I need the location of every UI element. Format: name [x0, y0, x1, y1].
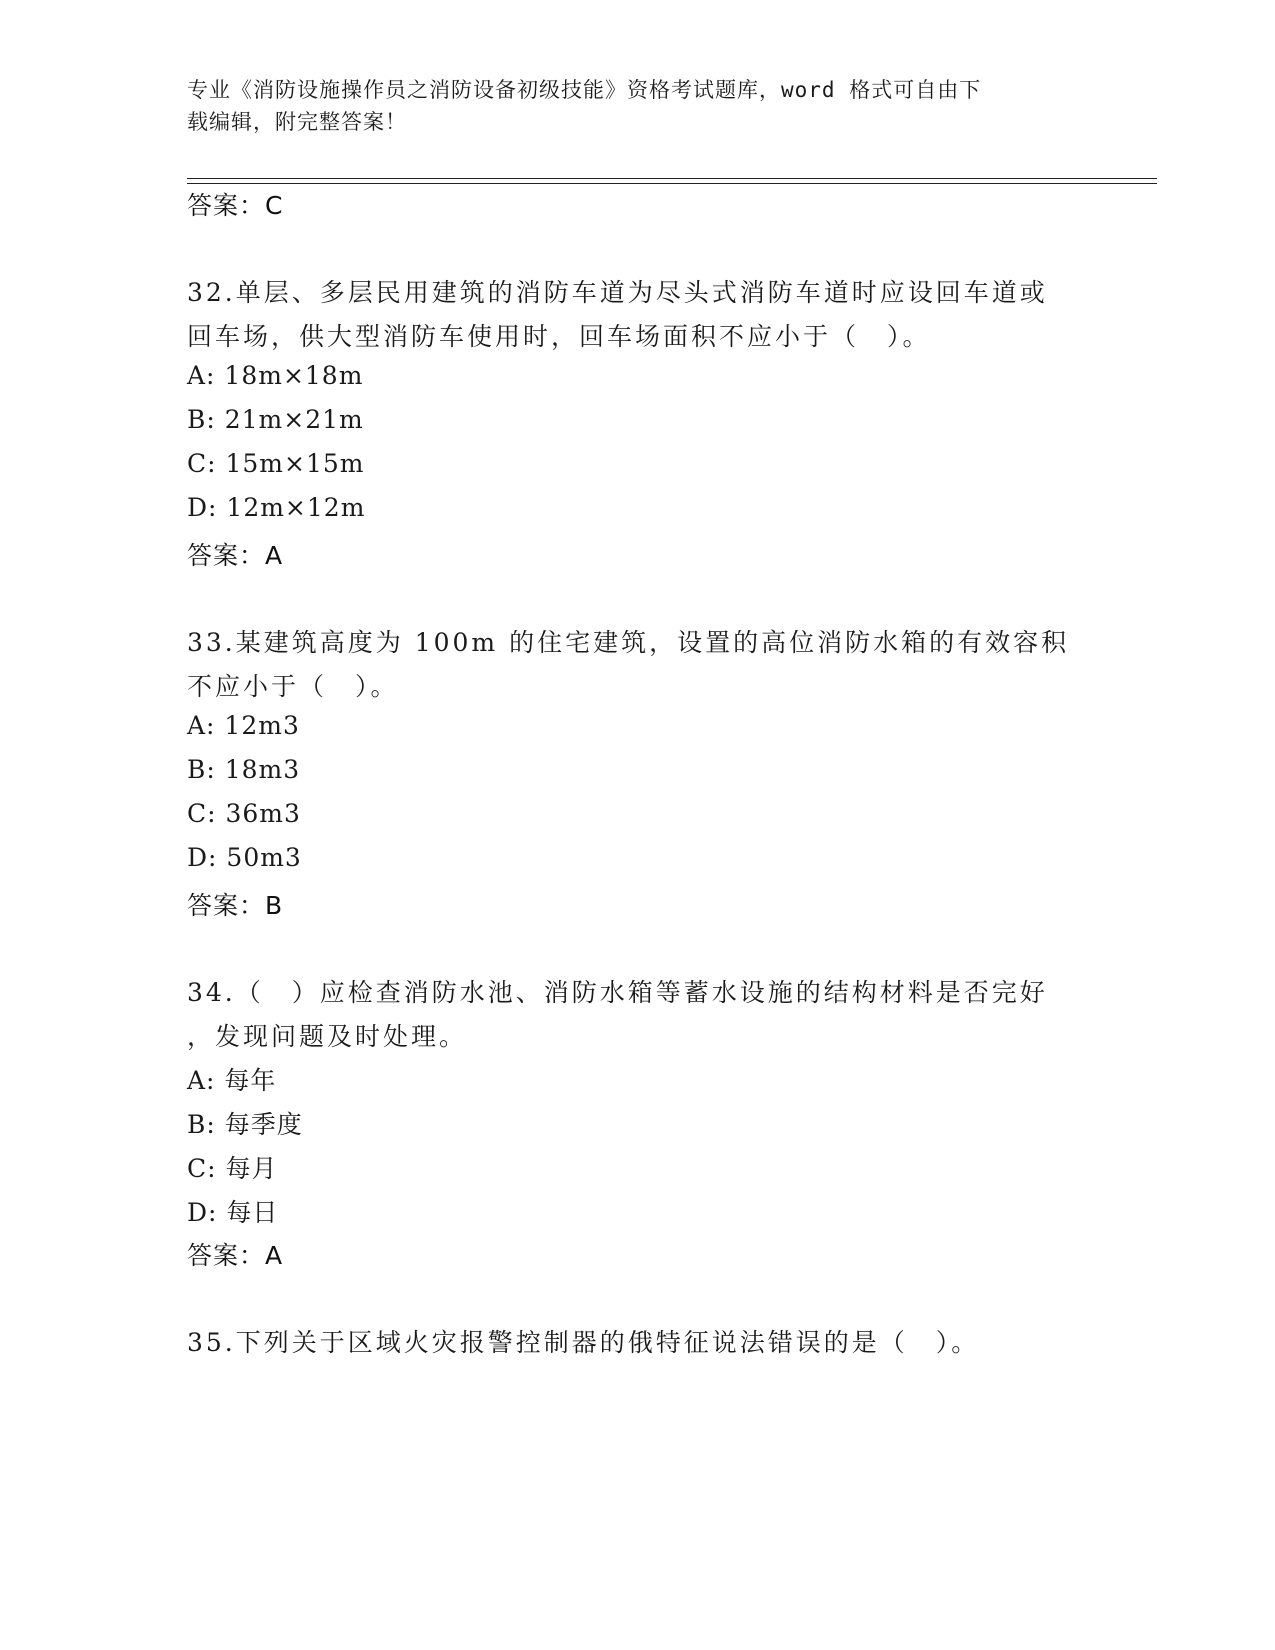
question-33-answer: 答案：B: [187, 891, 284, 920]
question-33-option-c: C: 36m3: [187, 799, 301, 828]
header-line-2: 载编辑，附完整答案！: [187, 110, 407, 134]
question-34-option-d: D: 每日: [187, 1198, 279, 1227]
question-34-option-a: A: 每年: [187, 1066, 277, 1095]
question-33-option-d: D: 50m3: [187, 843, 302, 872]
question-34-stem-line-2: ，发现问题及时处理。: [187, 1022, 468, 1051]
question-32-stem-line-2: 回车场，供大型消防车使用时，回车场面积不应小于（ ）。: [187, 322, 931, 351]
question-33-stem-line-1: 33.某建筑高度为 100m 的住宅建筑，设置的高位消防水箱的有效容积: [187, 628, 1070, 657]
question-34-stem-line-1: 34.（ ）应检查消防水池、消防水箱等蓄水设施的结构材料是否完好: [187, 978, 1048, 1007]
header-line-1: 专业《消防设施操作员之消防设备初级技能》资格考试题库，word 格式可自由下: [187, 78, 982, 102]
question-33-option-a: A: 12m3: [187, 711, 300, 740]
question-34-option-b: B: 每季度: [187, 1110, 303, 1139]
question-35-stem-line-1: 35.下列关于区域火灾报警控制器的俄特征说法错误的是（ ）。: [187, 1328, 980, 1357]
answer-31: 答案：C: [187, 191, 284, 220]
question-33-stem-line-2: 不应小于（ ）。: [187, 672, 399, 701]
question-32-option-c: C: 15m×15m: [187, 449, 365, 478]
question-32-stem-line-1: 32.单层、多层民用建筑的消防车道为尽头式消防车道时应设回车道或: [187, 278, 1048, 307]
question-32-answer: 答案：A: [187, 541, 284, 570]
question-34-answer: 答案：A: [187, 1241, 284, 1270]
question-33-option-b: B: 18m3: [187, 755, 301, 784]
question-32-option-d: D: 12m×12m: [187, 493, 366, 522]
question-34-option-c: C: 每月: [187, 1154, 278, 1183]
question-32-option-a: A: 18m×18m: [187, 361, 364, 390]
question-32-option-b: B: 21m×21m: [187, 405, 364, 434]
header-divider-top: [187, 178, 1157, 179]
document-header: [187, 74, 1057, 138]
header-divider-bottom: [187, 183, 1157, 184]
